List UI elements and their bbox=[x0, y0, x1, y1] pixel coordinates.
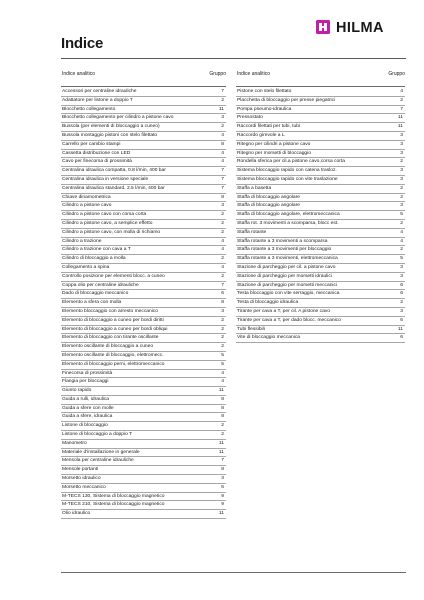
index-entry-name: Elemento bloccaggio con arresto meccanico bbox=[62, 308, 158, 314]
index-entry-name: Pistone con stelo filettato bbox=[237, 89, 292, 94]
index-entry-name: Listone di bloccaggio a doppio T bbox=[62, 432, 133, 438]
index-entry-name: Staffa di bloccaggio angolare bbox=[237, 203, 300, 209]
index-entry bbox=[61, 194, 226, 203]
index-entry bbox=[61, 308, 226, 317]
index-entry-name: Sistema bloccaggio rapido con vite traslazione bbox=[237, 176, 338, 182]
index-entry-group: 3 bbox=[400, 168, 403, 174]
index-entry-group: 4 bbox=[221, 159, 224, 165]
index-entry bbox=[236, 106, 405, 115]
index-entry-name: Flangia per bloccaggi bbox=[62, 379, 109, 385]
index-entry-group: 5 bbox=[221, 352, 224, 358]
index-entry-group: 3 bbox=[221, 476, 224, 482]
index-entry-name: Pressostato bbox=[237, 115, 263, 121]
index-entry-name: Staffa a basetta bbox=[237, 185, 272, 191]
index-entry bbox=[61, 132, 226, 141]
index-entry bbox=[61, 97, 226, 106]
index-entry-name: Stazione di parcheggio per morsetti meccanici bbox=[237, 282, 338, 288]
index-entry bbox=[61, 299, 226, 308]
index-entry bbox=[61, 431, 226, 440]
index-entry-name: Testa bloccaggio con vite serraggio, meccanica bbox=[237, 291, 340, 297]
index-entry-name: Tubi flessibili bbox=[237, 326, 265, 332]
index-entry bbox=[61, 422, 226, 431]
column-header-name: Indice analitico bbox=[62, 71, 96, 77]
index-entry bbox=[61, 510, 226, 519]
index-entry-group: 2 bbox=[221, 229, 224, 235]
index-entry-group: 6 bbox=[400, 335, 403, 341]
index-entry-name: Dado di bloccaggio meccanico bbox=[62, 291, 129, 297]
footer-divider bbox=[61, 572, 406, 573]
index-entry-name: Cassetta distribuzione con LED bbox=[62, 150, 131, 156]
index-entry bbox=[236, 202, 405, 211]
index-entry bbox=[61, 317, 226, 326]
index-entry-group: 5 bbox=[400, 212, 403, 218]
index-entry bbox=[61, 370, 226, 379]
index-entry-group: 4 bbox=[221, 238, 224, 244]
index-entry bbox=[61, 282, 226, 291]
index-entry-name: Guida a sfere con molle bbox=[62, 405, 114, 411]
index-entry bbox=[236, 334, 405, 343]
index-entry-name: Staffa rotante bbox=[237, 229, 267, 235]
index-entry-name: Staffa rotante a 3 movimenti, elettromeccanica bbox=[237, 256, 338, 262]
index-entry-group: 9 bbox=[221, 502, 224, 508]
index-entry bbox=[61, 466, 226, 475]
index-entry-name: Listone di bloccaggio bbox=[62, 423, 108, 429]
index-entry-group: 2 bbox=[400, 97, 403, 103]
index-entry bbox=[236, 255, 405, 264]
index-entry-name: Bussola montaggio pistoni con stelo filettato bbox=[62, 132, 158, 138]
index-entry-group: 2 bbox=[221, 344, 224, 350]
index-entry bbox=[236, 185, 405, 194]
index-entry-name: Elemento a sfera con molla bbox=[62, 300, 122, 306]
index-column-left bbox=[61, 69, 226, 519]
index-entry-group: 2 bbox=[221, 256, 224, 262]
index-entry-name: Elemento oscillante di bloccaggio a cuneo bbox=[62, 344, 154, 350]
index-entry-name: Staffa rotante a 3 movimenti per bloccaggio bbox=[237, 247, 332, 253]
index-entry-group: 3 bbox=[400, 264, 403, 270]
index-entry-group: 11 bbox=[218, 449, 224, 455]
index-entry-group: 5 bbox=[221, 361, 224, 367]
index-entry bbox=[236, 211, 405, 220]
index-entry bbox=[61, 457, 226, 466]
index-entry bbox=[61, 396, 226, 405]
index-entry-group: 2 bbox=[221, 335, 224, 341]
index-entry-name: Manometro bbox=[62, 440, 87, 446]
index-list-right bbox=[236, 88, 405, 343]
index-entry-name: Sistema bloccaggio rapido con catena trasloz. bbox=[237, 168, 337, 174]
index-entry bbox=[236, 290, 405, 299]
index-entry bbox=[61, 150, 226, 159]
index-entry bbox=[61, 387, 226, 396]
index-entry bbox=[236, 264, 405, 273]
index-entry-group: 8 bbox=[221, 141, 224, 147]
index-entry-group: 4 bbox=[221, 264, 224, 270]
index-entry-name: Tirante per cava a T, per cil. A pistone cavo bbox=[237, 308, 330, 314]
index-entry-group: 2 bbox=[400, 185, 403, 191]
index-entry-name: Pompa pneumo-idraulica bbox=[237, 106, 292, 112]
index-entry-name: Coppa olio per centraline idrauliche bbox=[62, 282, 139, 288]
index-entry-group: 3 bbox=[400, 132, 403, 138]
index-entry-group: 3 bbox=[400, 273, 403, 279]
index-entry bbox=[236, 229, 405, 238]
index-entry-name: Adattatore per listone a doppio T bbox=[62, 97, 133, 103]
column-header bbox=[61, 69, 226, 80]
index-entry-name: Blocchetto collegamento bbox=[62, 106, 116, 112]
index-entry-group: 9 bbox=[221, 493, 224, 499]
index-entry-group: 2 bbox=[221, 423, 224, 429]
index-entry-group: 7 bbox=[221, 185, 224, 191]
index-entry-name: Cilindro a trazione bbox=[62, 238, 102, 244]
index-entry-name: Stazione di parcheggio per cil. a pistone cavo bbox=[237, 264, 336, 270]
index-entry bbox=[61, 141, 226, 150]
index-entry-name: Cilindro a pistone cavo, con molla di richiamo bbox=[62, 229, 161, 235]
index-entry-name: Cilindro di bloccaggio a molla bbox=[62, 256, 126, 262]
index-entry bbox=[61, 220, 226, 229]
index-entry bbox=[236, 238, 405, 247]
index-entry-group: 8 bbox=[221, 300, 224, 306]
index-entry-name: Morsetto meccanico bbox=[62, 484, 106, 490]
index-entry bbox=[61, 449, 226, 458]
index-entry bbox=[61, 405, 226, 414]
index-entry-name: Guida a rulli, idraulica bbox=[62, 396, 110, 402]
index-entry-group: 8 bbox=[221, 396, 224, 402]
index-entry-name: Accessori per centraline idrauliche bbox=[62, 89, 137, 94]
index-entry-name: Raccordo girevole a L bbox=[237, 132, 285, 138]
index-entry bbox=[236, 246, 405, 255]
index-entry-name: Staffa di bloccaggio angolare, elettromeccanica bbox=[237, 212, 340, 218]
header-divider bbox=[61, 58, 406, 59]
index-entry bbox=[236, 150, 405, 159]
index-entry bbox=[61, 202, 226, 211]
index-entry-name: M-TECS 210, Sistema di bloccaggio magnetico bbox=[62, 502, 165, 508]
index-entry-name: Cilindro a pistone cavo bbox=[62, 203, 112, 209]
index-entry-group: 2 bbox=[221, 124, 224, 130]
index-entry-group: 6 bbox=[221, 291, 224, 297]
index-entry bbox=[61, 440, 226, 449]
index-entry-name: Centralina idraulica compatta, 0.8 l/min, 400 bar bbox=[62, 168, 166, 174]
index-entry-name: Elemento oscillante di bloccaggio, elettromecc. bbox=[62, 352, 164, 358]
index-entry bbox=[61, 501, 226, 510]
index-entry-name: Cilindro a pistone cavo con corsa corta bbox=[62, 212, 147, 218]
brand-name: HILMA bbox=[336, 20, 384, 36]
index-entry bbox=[61, 185, 226, 194]
index-entry-name: Placchetta di bloccaggio per presse piegatrici bbox=[237, 97, 336, 103]
index-entry-name: Guida a sfere, idraulica bbox=[62, 414, 113, 420]
index-entry bbox=[61, 334, 226, 343]
index-entry-name: Giunto rapido bbox=[62, 388, 92, 394]
index-entry bbox=[61, 413, 226, 422]
index-entry bbox=[61, 229, 226, 238]
index-entry bbox=[61, 123, 226, 132]
index-entry-name: Mensola per centraline idrauliche bbox=[62, 458, 134, 464]
index-entry-name: Ritegno per cilindri a pistone cavo bbox=[237, 141, 311, 147]
index-entry-name: Cilindro a trazione con cava a T bbox=[62, 247, 131, 253]
index-entry bbox=[61, 493, 226, 502]
index-entry-group: 2 bbox=[400, 159, 403, 165]
index-entry bbox=[236, 141, 405, 150]
index-entry-group: 6 bbox=[221, 484, 224, 490]
index-entry-name: Materiale d'installazione in generale bbox=[62, 449, 140, 455]
index-entry-group: 2 bbox=[400, 194, 403, 200]
index-entry-group: 6 bbox=[400, 317, 403, 323]
index-entry bbox=[236, 326, 405, 335]
index-entry-group: 3 bbox=[400, 176, 403, 182]
column-header-divider bbox=[61, 86, 226, 87]
index-entry-name: M-TECS 130, Sistema di bloccaggio magnetico bbox=[62, 493, 165, 499]
index-entry bbox=[61, 343, 226, 352]
index-entry bbox=[236, 88, 405, 97]
index-entry bbox=[61, 211, 226, 220]
index-entry bbox=[61, 484, 226, 493]
index-entry-name: Elemento di bloccaggio a cuneo per bordi diritti bbox=[62, 317, 164, 323]
column-header-divider bbox=[236, 86, 405, 87]
page-header bbox=[0, 0, 424, 62]
index-entry-name: Controllo posizione per elementi blocc. a cuneo bbox=[62, 273, 165, 279]
index-entry-group: 11 bbox=[397, 124, 403, 130]
index-entry bbox=[61, 176, 226, 185]
column-header-name: Indice analitico bbox=[237, 71, 271, 77]
index-list-left bbox=[61, 88, 226, 519]
index-entry bbox=[61, 106, 226, 115]
index-entry-group: 2 bbox=[221, 212, 224, 218]
index-entry bbox=[236, 97, 405, 106]
index-entry-name: Centralina idraulica in versione speciale bbox=[62, 176, 149, 182]
index-entry bbox=[236, 114, 405, 123]
index-entry-group: 4 bbox=[221, 379, 224, 385]
index-entry-group: 4 bbox=[400, 229, 403, 235]
index-entry bbox=[236, 220, 405, 229]
index-entry-name: Staffa di bloccaggio angolare bbox=[237, 194, 300, 200]
index-entry bbox=[236, 132, 405, 141]
index-entry-name: Bussola (per elementi di bloccaggio a cuneo) bbox=[62, 124, 160, 130]
index-entry-name: Carrello per cambio stampi bbox=[62, 141, 121, 147]
index-entry-name: Vite di bloccaggio meccanica bbox=[237, 335, 300, 341]
index-entry-group: 2 bbox=[221, 317, 224, 323]
page-title: Indice bbox=[61, 35, 104, 52]
index-entry-group: 3 bbox=[400, 308, 403, 314]
index-entry-group: 4 bbox=[400, 89, 403, 94]
index-entry-name: Tirante per cava a T, per dado blocc. meccanico bbox=[237, 317, 341, 323]
index-entry bbox=[236, 282, 405, 291]
index-entry bbox=[61, 158, 226, 167]
index-entry-name: Morsetto idraulico bbox=[62, 476, 101, 482]
index-entry-group: 2 bbox=[221, 432, 224, 438]
index-entry-group: 4 bbox=[400, 238, 403, 244]
index-entry bbox=[61, 238, 226, 247]
index-entry-group: 4 bbox=[221, 247, 224, 253]
index-entry-group: 2 bbox=[221, 273, 224, 279]
index-entry-group: 7 bbox=[221, 282, 224, 288]
index-entry bbox=[236, 273, 405, 282]
index-entry-group: 2 bbox=[221, 220, 224, 226]
index-entry bbox=[61, 361, 226, 370]
index-entry bbox=[61, 246, 226, 255]
index-entry-group: 7 bbox=[400, 106, 403, 112]
index-entry-group: 11 bbox=[397, 326, 403, 332]
index-entry bbox=[61, 167, 226, 176]
index-entry-group: 4 bbox=[221, 132, 224, 138]
index-entry-group: 3 bbox=[400, 203, 403, 209]
index-entry-group: 11 bbox=[218, 388, 224, 394]
index-entry-group: 4 bbox=[221, 370, 224, 376]
index-entry bbox=[61, 378, 226, 387]
index-entry-name: Rondella sferica per cil.a pistone cavo,corsa corta bbox=[237, 159, 345, 165]
index-entry-group: 5 bbox=[400, 256, 403, 262]
column-header bbox=[236, 69, 405, 80]
index-entry-group: 7 bbox=[221, 176, 224, 182]
index-entry-group: 8 bbox=[221, 194, 224, 200]
index-entry-name: Centralina idraulica standard, 2.5 l/min, 400 bar bbox=[62, 185, 165, 191]
index-entry-group: 2 bbox=[221, 326, 224, 332]
index-entry-group: 2 bbox=[221, 97, 224, 103]
index-entry bbox=[236, 167, 405, 176]
index-entry-name: Elemento di bloccaggio con tirante oscillante bbox=[62, 335, 159, 341]
index-entry bbox=[61, 88, 226, 97]
index-entry-name: Testa di bloccaggio idraulica bbox=[237, 300, 299, 306]
index-entry-group: 3 bbox=[400, 150, 403, 156]
column-header-group: Gruppo bbox=[209, 71, 226, 77]
index-entry-name: Mensole portanti bbox=[62, 467, 99, 473]
index-entry-group: 3 bbox=[221, 203, 224, 209]
index-entry-group: 4 bbox=[221, 150, 224, 156]
index-entry bbox=[236, 194, 405, 203]
index-entry-name: Chiave dinamometrica bbox=[62, 194, 111, 200]
index-entry-group: 3 bbox=[221, 115, 224, 121]
column-header-group: Gruppo bbox=[388, 71, 405, 77]
index-entry bbox=[61, 290, 226, 299]
index-entry bbox=[236, 158, 405, 167]
index-entry-group: 3 bbox=[400, 141, 403, 147]
index-entry-group: 2 bbox=[400, 220, 403, 226]
index-entry bbox=[61, 326, 226, 335]
index-entry bbox=[61, 264, 226, 273]
index-entry-group: 8 bbox=[221, 414, 224, 420]
index-entry bbox=[61, 475, 226, 484]
index-entry-group: 8 bbox=[221, 405, 224, 411]
index-entry-group: 11 bbox=[397, 115, 403, 121]
logo-mark-icon bbox=[316, 20, 330, 34]
index-entry bbox=[61, 352, 226, 361]
index-entry bbox=[236, 176, 405, 185]
index-entry-name: Collegamento a spina bbox=[62, 264, 110, 270]
index-entry-name: Stazione di parcheggio per morsetti idraulici bbox=[237, 273, 332, 279]
index-entry-name: Raccordi filettati per tubi, tubi bbox=[237, 124, 301, 130]
index-entry bbox=[61, 273, 226, 282]
index-entry bbox=[236, 123, 405, 132]
index-entry-group: 8 bbox=[221, 467, 224, 473]
index-entry bbox=[61, 114, 226, 123]
index-entry-name: Elemento di bloccaggio perni, elettromeccanico bbox=[62, 361, 165, 367]
index-entry bbox=[236, 299, 405, 308]
index-entry-group: 2 bbox=[400, 300, 403, 306]
index-entry-name: Cilindro a pistone cavo, a semplice effetto bbox=[62, 220, 153, 226]
index-entry-name: Staffa rot. 3 movimenti a scomparsa, blocc est. bbox=[237, 220, 339, 226]
index-entry-name: Elemento di bloccaggio a cuneo per bordi obliqui bbox=[62, 326, 168, 332]
index-entry-name: Blocchetto collegamento per cilindro a pistone cavo bbox=[62, 115, 174, 121]
index-entry bbox=[236, 317, 405, 326]
index-entry bbox=[61, 255, 226, 264]
index-entry-name: Finecorsa di prossimità bbox=[62, 370, 113, 376]
index-entry-name: Staffa rotante a 3 movimenti a scomparsa bbox=[237, 238, 328, 244]
index-entry-group: 11 bbox=[218, 440, 224, 446]
index-column-right bbox=[236, 69, 405, 343]
index-entry-group: 3 bbox=[221, 308, 224, 314]
index-entry-name: Olio idraulico bbox=[62, 511, 91, 517]
index-entry-group: 6 bbox=[400, 291, 403, 297]
index-entry-name: Ritegno per morsetti di bloccaggio bbox=[237, 150, 311, 156]
index-entry-group: 7 bbox=[221, 89, 224, 94]
index-entry bbox=[236, 308, 405, 317]
index-entry-group: 7 bbox=[221, 458, 224, 464]
index-entry-group: 2 bbox=[400, 247, 403, 253]
index-entry-group: 11 bbox=[218, 511, 224, 517]
index-entry-group: 6 bbox=[400, 282, 403, 288]
index-entry-group: 11 bbox=[218, 106, 224, 112]
index-entry-group: 7 bbox=[221, 168, 224, 174]
index-entry-name: Cavo per finecorsa di prossimità bbox=[62, 159, 132, 165]
